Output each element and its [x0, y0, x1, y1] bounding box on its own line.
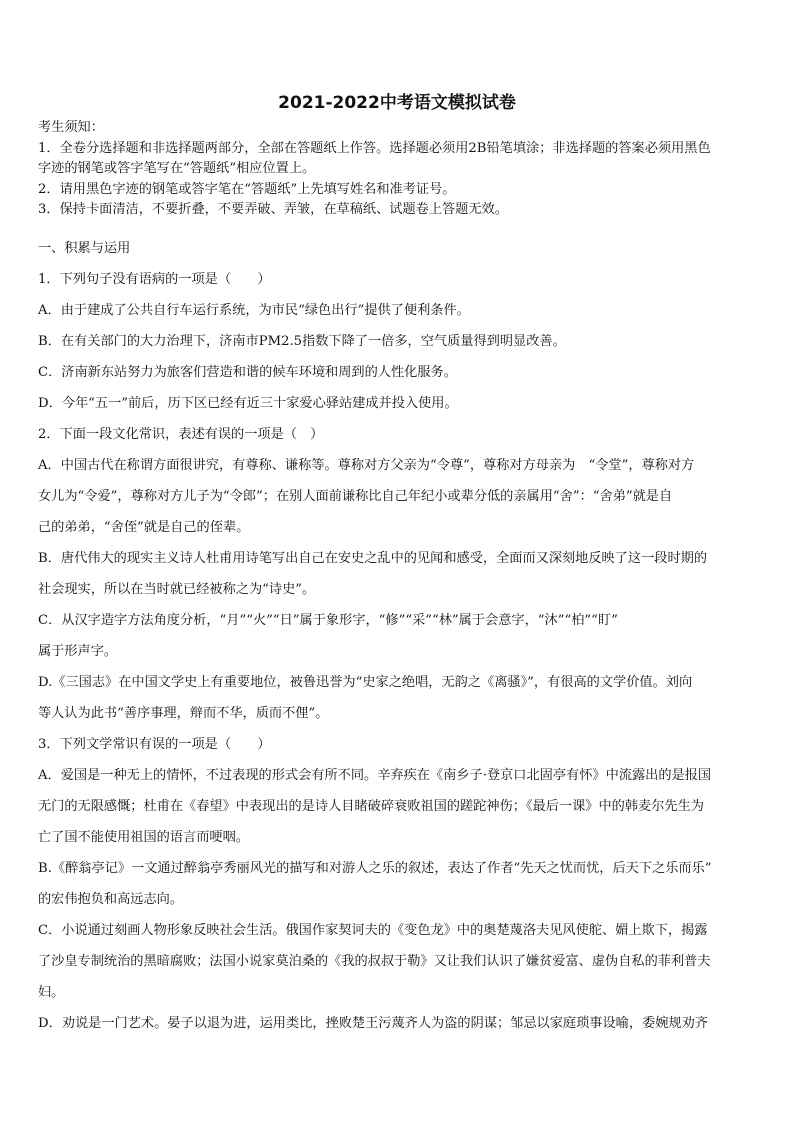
question-3-option-a: A．爱国是一种无上的情怀，不过表现的形式会有所不同。辛弃疾在《南乡子·登京口北固亭有怀》中流露出的是报国: [38, 767, 712, 783]
question-2-stem: 2．下面一段文化常识，表述有误的一项是（ ）: [38, 426, 324, 442]
question-2-option-b-cont: 社会现实，所以在当时就已经被称之为“诗史”。: [38, 581, 316, 597]
question-3-option-b-cont: 的宏伟抱负和高远志向。: [38, 891, 184, 907]
question-2-option-a: A．中国古代在称谓方面很讲究，有尊称、谦称等。尊称对方父亲为“令尊”，尊称对方母亲为 “令堂”，尊称对方: [38, 457, 695, 473]
question-3-option-c-cont: 了沙皇专制统治的黑暗腐败；法国小说家莫泊桑的《我的叔叔于勒》又让我们认识了嫌贫爱富、虚伪自私的菲利普夫: [38, 953, 711, 969]
question-3-option-c: C．小说通过刻画人物形象反映社会生活。俄国作家契诃夫的《变色龙》中的奥楚蔑洛夫见风使舵、媚上欺下，揭露: [38, 922, 708, 938]
question-2-option-a-cont: 己的弟弟，“舍侄”就是自己的侄辈。: [38, 519, 250, 535]
question-2-option-c: C．从汉字造字方法角度分析，“月”“火”“日”属于象形字，“修”“采”“林”属于会意字，“沐”“柏”“盯”: [38, 612, 618, 628]
notice-line: 3．保持卡面清洁，不要折叠，不要弄破、弄皱，在草稿纸、试题卷上答题无效。: [38, 202, 508, 217]
question-1-stem: 1．下列句子没有语病的一项是（ ）: [38, 271, 271, 287]
question-3-option-d: D．劝说是一门艺术。晏子以退为进，运用类比，挫败楚王污蔑齐人为盗的阴谋；邹忌以家庭琐事设喻，委婉规劝齐: [38, 1015, 708, 1031]
question-1-option-a: A．由于建成了公共自行车运行系统，为市民“绿色出行”提供了便利条件。: [38, 302, 470, 318]
question-2-option-d: D.《三国志》在中国文学史上有重要地位，被鲁迅誉为“史家之绝唱，无韵之《离骚》”，有很高的文学价值。刘向: [38, 674, 693, 690]
question-2-option-b: B．唐代伟大的现实主义诗人杜甫用诗笔写出自己在安史之乱中的见闻和感受，全面而又深刻地反映了这一段时期的: [38, 550, 708, 566]
question-3-option-a-cont: 亡了国不能使用祖国的语言而哽咽。: [38, 829, 249, 845]
notice-line: 字迹的钢笔或答字笔写在“答题纸”相应位置上。: [38, 161, 316, 176]
notice-heading: 考生须知：: [38, 120, 104, 135]
notice-line: 2．请用黑色字迹的钢笔或答字笔在“答题纸”上先填写姓名和准考证号。: [38, 181, 456, 197]
notice-line: 1．全卷分选择题和非选择题两部分，全部在答题纸上作答。选择题必须用2B铅笔填涂；非选择题的答案必须用黑色: [38, 140, 711, 156]
exam-content: [38, 118, 756, 1039]
question-2-option-a-cont: 女儿为“令爱”，尊称对方儿子为“令郎”；在别人面前谦称比自己年纪小或辈分低的亲属用“舍”：“舍弟”就是自: [38, 488, 673, 504]
question-1-option-d: D．今年“五一”前后，历下区已经有近三十家爱心驿站建成并投入使用。: [38, 395, 458, 411]
question-1-option-c: C．济南新东站努力为旅客们营造和谐的候车环境和周到的人性化服务。: [38, 364, 457, 380]
question-3-stem: 3．下列文学常识有误的一项是（ ）: [38, 736, 271, 752]
spacer: [38, 221, 756, 233]
question-3-option-b: B.《醉翁亭记》一文通过醉翁亭秀丽风光的描写和对游人之乐的叙述，表达了作者“先天之忧而忧，后天下之乐而乐”: [38, 860, 712, 876]
page-title: 2021-2022中考语文模拟试卷: [278, 93, 516, 113]
question-2-option-c-cont: 属于形声字。: [38, 643, 118, 659]
question-1-option-b: B．在有关部门的大力治理下，济南市PM2.5指数下降了一倍多，空气质量得到明显改善。: [38, 333, 566, 349]
question-3-option-a-cont: 无门的无限感慨；杜甫在《春望》中表现出的是诗人目睹破碎衰败祖国的蹉跎神伤；《最后一课》中的韩麦尔先生为: [38, 798, 704, 814]
question-2-option-d-cont: 等人认为此书“善序事理，辩而不华，质而不俚”。: [38, 705, 329, 721]
section-heading: 一、积累与运用: [38, 240, 131, 256]
question-3-option-c-cont: 妇。: [38, 984, 65, 1000]
